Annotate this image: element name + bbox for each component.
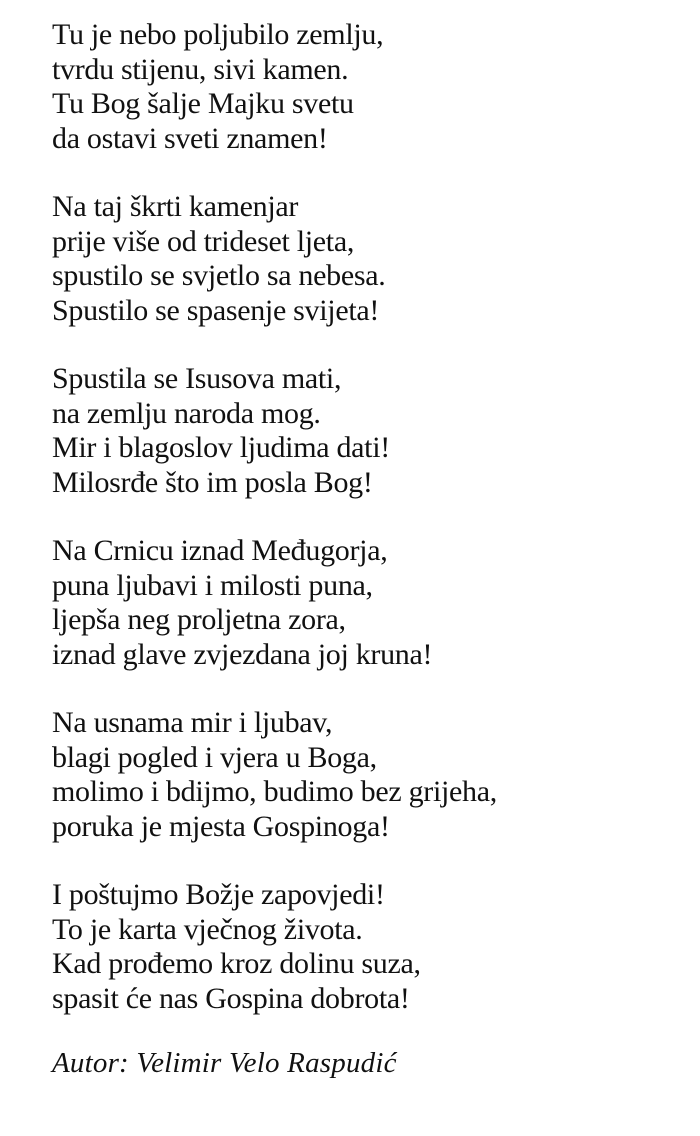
stanza-2 (52, 190, 682, 328)
stanza-4 (52, 534, 682, 672)
poem-line: molimo i bdijmo, budimo bez grijeha, (52, 775, 497, 808)
poem-line: Tu je nebo poljubilo zemlju, (52, 18, 384, 51)
poem-line: na zemlju naroda mog. (52, 396, 321, 430)
poem-line: Spustilo se spasenje svijeta! (52, 293, 380, 327)
poem-line: blagi pogled i vjera u Boga, (52, 740, 377, 774)
stanza-5 (52, 706, 682, 844)
poem-line: iznad glave zvjezdana joj kruna! (52, 637, 433, 671)
stanza-3 (52, 362, 682, 500)
poem-line: Kad prođemo kroz dolinu suza, (52, 947, 421, 980)
stanza-6 (52, 878, 682, 1016)
poem-line: da ostavi sveti znamen! (52, 121, 328, 155)
poem-line: Mir i blagoslov ljudima dati! (52, 431, 390, 464)
poem-line: tvrdu stijenu, sivi kamen. (52, 52, 349, 86)
poem-line: puna ljubavi i milosti puna, (52, 568, 373, 602)
poem-line: Tu Bog šalje Majku svetu (52, 87, 354, 120)
poem-line: spustilo se svjetlo sa nebesa. (52, 259, 386, 292)
poem-line: Na taj škrti kamenjar (52, 190, 299, 223)
poem-line: spasit će nas Gospina dobrota! (52, 981, 410, 1015)
stanza-1 (52, 18, 682, 156)
poem-line: ljepša neg proljetna zora, (52, 603, 346, 636)
author-signature: Autor: Velimir Velo Raspudić (52, 1047, 397, 1079)
poem-line: Na Crnicu iznad Međugorja, (52, 534, 388, 567)
poem-line: To je karta vječnog života. (52, 912, 363, 946)
poem-line: Na usnama mir i ljubav, (52, 706, 333, 739)
poem-line: Spustila se Isusova mati, (52, 362, 342, 395)
poem-line: Milosrđe što im posla Bog! (52, 465, 373, 499)
poem-page (52, 18, 682, 1080)
poem-line: prije više od trideset ljeta, (52, 224, 355, 258)
poem-line: poruka je mjesta Gospinoga! (52, 809, 390, 843)
poem-line: I poštujmo Božje zapovjedi! (52, 878, 385, 911)
